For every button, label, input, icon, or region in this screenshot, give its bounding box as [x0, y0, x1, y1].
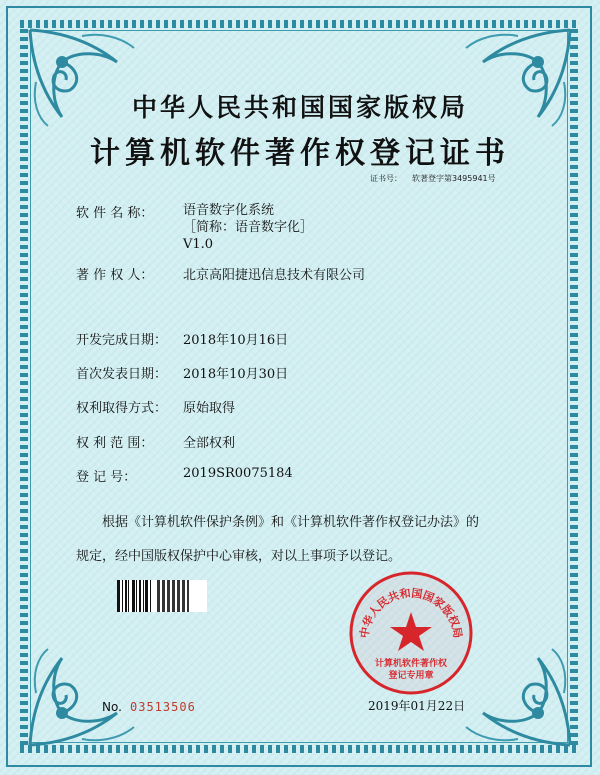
- seal-center-line-1: 计算机软件著作权: [374, 659, 448, 669]
- software-full-name: 语音数字化系统: [183, 203, 275, 218]
- serial-number-value: 03513506: [130, 700, 196, 714]
- issue-date: 2019年01月22日: [368, 699, 466, 713]
- barcode: [117, 580, 207, 612]
- certificate-number-label: 证书号：: [370, 174, 402, 183]
- field-value: 北京高阳捷迅信息技术有限公司: [183, 268, 366, 283]
- certificate-title: 计算机软件著作权登记证书: [90, 136, 510, 171]
- field-label: 权 利 范 围：: [76, 436, 154, 451]
- certificate-number-value: 软著登字第3495941号: [412, 174, 496, 183]
- corner-ornament-icon: [458, 643, 578, 753]
- field-label: 登 记 号：: [76, 470, 137, 485]
- statement-line-2: 规定，经中国版权保护中心审核，对以上事项予以登记。: [76, 549, 402, 564]
- seal-center-line-2: 登记专用章: [388, 671, 434, 681]
- statement: [76, 506, 536, 574]
- software-version: V1.0: [183, 237, 214, 252]
- software-short-name: ［简称：语音数字化］: [183, 220, 314, 235]
- field-label: 软 件 名 称：: [76, 206, 154, 221]
- official-seal: [348, 570, 474, 696]
- field-label: 著 作 权 人：: [76, 268, 154, 283]
- field-label: 首次发表日期：: [76, 367, 168, 382]
- field-value: [183, 202, 313, 253]
- field-value: 2018年10月16日: [183, 333, 289, 348]
- certificate-number: [370, 173, 506, 184]
- statement-line-1: 根据《计算机软件保护条例》和《计算机软件著作权登记办法》的: [102, 515, 480, 530]
- field-value: 2018年10月30日: [183, 367, 289, 382]
- serial-number-label: No.: [102, 700, 122, 714]
- seal-ring-text: 中华人民共和国国家版权局: [357, 586, 465, 640]
- qr-code-icon: [157, 580, 189, 612]
- field-value: 全部权利: [183, 436, 236, 451]
- corner-ornament-icon: [22, 643, 142, 753]
- field-value: 2019SR0075184: [183, 466, 293, 481]
- field-label: 权利取得方式：: [76, 401, 168, 416]
- issuer-name: 中华人民共和国国家版权局: [131, 93, 468, 122]
- field-label: 开发完成日期：: [76, 333, 168, 348]
- field-value: 原始取得: [183, 401, 236, 416]
